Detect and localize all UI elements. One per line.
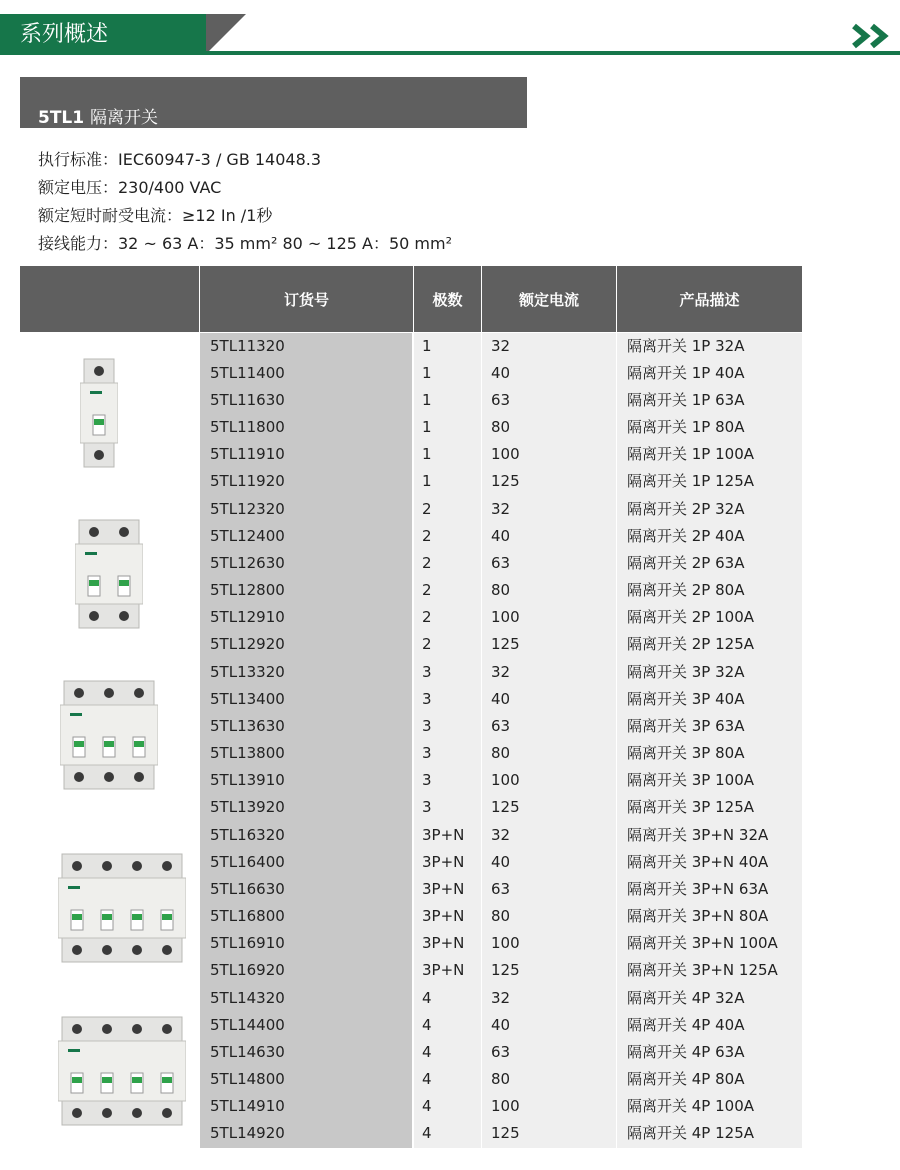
description-cell: 隔离开关 4P 125A xyxy=(627,1124,755,1142)
order-no-cell: 5TL16630 xyxy=(210,880,285,898)
order-no-cell: 5TL11920 xyxy=(210,472,285,490)
description-cell: 隔离开关 3P+N 80A xyxy=(627,907,769,925)
double-chevron-right-icon[interactable] xyxy=(850,22,892,50)
order-no-cell: 5TL11320 xyxy=(210,337,285,355)
section-title-text: 隔离开关 xyxy=(90,108,159,128)
table-row xyxy=(20,523,802,550)
poles-cell: 1 xyxy=(422,472,432,490)
poles-cell: 4 xyxy=(422,1043,432,1061)
table-row xyxy=(20,740,802,767)
order-no-cell: 5TL12910 xyxy=(210,608,285,626)
spec-standard: 执行标准：IEC60947-3 / GB 14048.3 xyxy=(38,150,322,169)
poles-cell: 1 xyxy=(422,391,432,409)
description-cell: 隔离开关 1P 32A xyxy=(627,337,745,355)
order-no-cell: 5TL14320 xyxy=(210,989,285,1007)
order-no-cell: 5TL12400 xyxy=(210,527,285,545)
rated-current-cell: 40 xyxy=(491,527,511,545)
poles-cell: 3P+N xyxy=(422,853,465,871)
poles-cell: 1 xyxy=(422,418,432,436)
order-no-cell: 5TL13800 xyxy=(210,744,285,762)
order-no-cell: 5TL14400 xyxy=(210,1016,285,1034)
order-no-cell: 5TL13320 xyxy=(210,663,285,681)
order-no-cell: 5TL12630 xyxy=(210,554,285,572)
poles-cell: 3P+N xyxy=(422,907,465,925)
description-cell: 隔离开关 3P 40A xyxy=(627,690,745,708)
poles-cell: 3 xyxy=(422,663,432,681)
table-row xyxy=(20,550,802,577)
description-cell: 隔离开关 1P 125A xyxy=(627,472,755,490)
rated-current-cell: 125 xyxy=(491,798,520,816)
poles-cell: 3 xyxy=(422,717,432,735)
description-cell: 隔离开关 3P 100A xyxy=(627,771,755,789)
poles-cell: 3 xyxy=(422,744,432,762)
table-row xyxy=(20,360,802,387)
table-row xyxy=(20,604,802,631)
poles-cell: 3 xyxy=(422,798,432,816)
table-row xyxy=(20,659,802,686)
order-no-cell: 5TL12320 xyxy=(210,500,285,518)
poles-cell: 4 xyxy=(422,1124,432,1142)
table-row xyxy=(20,686,802,713)
order-no-cell: 5TL14800 xyxy=(210,1070,285,1088)
table-row xyxy=(20,849,802,876)
product-table xyxy=(20,266,802,1148)
rated-current-cell: 100 xyxy=(491,771,520,789)
rated-current-cell: 63 xyxy=(491,717,511,735)
product-group xyxy=(20,985,802,1148)
order-no-cell: 5TL16800 xyxy=(210,907,285,925)
order-no-cell: 5TL16320 xyxy=(210,826,285,844)
table-row xyxy=(20,713,802,740)
rated-current-cell: 80 xyxy=(491,1070,511,1088)
poles-cell: 3 xyxy=(422,771,432,789)
poles-cell: 3P+N xyxy=(422,826,465,844)
order-no-cell: 5TL14920 xyxy=(210,1124,285,1142)
order-no-cell: 5TL13630 xyxy=(210,717,285,735)
table-row xyxy=(20,1066,802,1093)
poles-cell: 2 xyxy=(422,608,432,626)
header-tab-corner xyxy=(206,14,246,54)
order-no-cell: 5TL14910 xyxy=(210,1097,285,1115)
rated-current-cell: 100 xyxy=(491,445,520,463)
order-no-cell: 5TL11630 xyxy=(210,391,285,409)
rated-current-cell: 40 xyxy=(491,690,511,708)
rated-current-cell: 125 xyxy=(491,472,520,490)
order-no-cell: 5TL13400 xyxy=(210,690,285,708)
table-row xyxy=(20,985,802,1012)
description-cell: 隔离开关 1P 100A xyxy=(627,445,755,463)
rated-current-cell: 80 xyxy=(491,581,511,599)
order-no-cell: 5TL12800 xyxy=(210,581,285,599)
rated-current-cell: 100 xyxy=(491,934,520,952)
rated-current-cell: 40 xyxy=(491,1016,511,1034)
spec-list xyxy=(38,146,452,258)
poles-cell: 3P+N xyxy=(422,961,465,979)
table-row xyxy=(20,822,802,849)
poles-cell: 3P+N xyxy=(422,880,465,898)
product-group xyxy=(20,659,802,822)
table-row xyxy=(20,1012,802,1039)
poles-cell: 2 xyxy=(422,635,432,653)
description-cell: 隔离开关 4P 80A xyxy=(627,1070,745,1088)
product-group xyxy=(20,333,802,496)
order-no-cell: 5TL11400 xyxy=(210,364,285,382)
rated-current-cell: 32 xyxy=(491,663,511,681)
table-row xyxy=(20,333,802,360)
table-row xyxy=(20,876,802,903)
table-row xyxy=(20,1093,802,1120)
table-row xyxy=(20,577,802,604)
description-cell: 隔离开关 1P 63A xyxy=(627,391,745,409)
poles-cell: 3 xyxy=(422,690,432,708)
rated-current-cell: 32 xyxy=(491,500,511,518)
poles-cell: 1 xyxy=(422,364,432,382)
description-cell: 隔离开关 1P 80A xyxy=(627,418,745,436)
description-cell: 隔离开关 3P+N 63A xyxy=(627,880,769,898)
description-cell: 隔离开关 4P 32A xyxy=(627,989,745,1007)
order-no-cell: 5TL13910 xyxy=(210,771,285,789)
description-cell: 隔离开关 3P 80A xyxy=(627,744,745,762)
header-rule xyxy=(0,51,900,55)
order-no-cell: 5TL11910 xyxy=(210,445,285,463)
rated-current-cell: 63 xyxy=(491,1043,511,1061)
poles-cell: 4 xyxy=(422,1070,432,1088)
table-row xyxy=(20,903,802,930)
order-no-cell: 5TL16400 xyxy=(210,853,285,871)
header-cell-poles: 极数 xyxy=(414,266,481,332)
table-row xyxy=(20,631,802,658)
rated-current-cell: 63 xyxy=(491,391,511,409)
description-cell: 隔离开关 2P 100A xyxy=(627,608,755,626)
description-cell: 隔离开关 3P+N 40A xyxy=(627,853,769,871)
poles-cell: 2 xyxy=(422,554,432,572)
rated-current-cell: 125 xyxy=(491,635,520,653)
rated-current-cell: 32 xyxy=(491,337,511,355)
table-row xyxy=(20,387,802,414)
table-row xyxy=(20,1039,802,1066)
description-cell: 隔离开关 2P 40A xyxy=(627,527,745,545)
description-cell: 隔离开关 1P 40A xyxy=(627,364,745,382)
description-cell: 隔离开关 4P 40A xyxy=(627,1016,745,1034)
order-no-cell: 5TL16920 xyxy=(210,961,285,979)
rated-current-cell: 80 xyxy=(491,418,511,436)
rated-current-cell: 100 xyxy=(491,1097,520,1115)
description-cell: 隔离开关 2P 63A xyxy=(627,554,745,572)
order-no-cell: 5TL12920 xyxy=(210,635,285,653)
table-row xyxy=(20,496,802,523)
page-title: 系列概述 xyxy=(20,22,109,47)
rated-current-cell: 63 xyxy=(491,880,511,898)
header-cell-rated-current: 额定电流 xyxy=(482,266,616,332)
poles-cell: 1 xyxy=(422,445,432,463)
description-cell: 隔离开关 3P+N 32A xyxy=(627,826,769,844)
header-cell-image xyxy=(20,266,199,332)
poles-cell: 4 xyxy=(422,1097,432,1115)
order-no-cell: 5TL16910 xyxy=(210,934,285,952)
rated-current-cell: 63 xyxy=(491,554,511,572)
description-cell: 隔离开关 4P 63A xyxy=(627,1043,745,1061)
description-cell: 隔离开关 2P 32A xyxy=(627,500,745,518)
description-cell: 隔离开关 3P 63A xyxy=(627,717,745,735)
table-row xyxy=(20,414,802,441)
poles-cell: 2 xyxy=(422,527,432,545)
order-no-cell: 5TL11800 xyxy=(210,418,285,436)
rated-current-cell: 40 xyxy=(491,853,511,871)
poles-cell: 3P+N xyxy=(422,934,465,952)
table-row xyxy=(20,794,802,821)
table-row xyxy=(20,767,802,794)
poles-cell: 2 xyxy=(422,581,432,599)
order-no-cell: 5TL13920 xyxy=(210,798,285,816)
order-no-cell: 5TL14630 xyxy=(210,1043,285,1061)
rated-current-cell: 32 xyxy=(491,989,511,1007)
description-cell: 隔离开关 2P 80A xyxy=(627,581,745,599)
table-row xyxy=(20,441,802,468)
description-cell: 隔离开关 3P+N 100A xyxy=(627,934,778,952)
spec-wiring-capacity: 接线能力：32 ~ 63 A：35 mm² 80 ~ 125 A：50 mm² xyxy=(38,234,452,253)
section-title xyxy=(38,103,158,128)
rated-current-cell: 125 xyxy=(491,961,520,979)
poles-cell: 4 xyxy=(422,1016,432,1034)
rated-current-cell: 100 xyxy=(491,608,520,626)
spec-short-time-current: 额定短时耐受电流：≥12 In /1秒 xyxy=(38,206,273,225)
table-row xyxy=(20,930,802,957)
rated-current-cell: 32 xyxy=(491,826,511,844)
poles-cell: 2 xyxy=(422,500,432,518)
product-group xyxy=(20,822,802,985)
table-row xyxy=(20,468,802,495)
section-title-code: 5TL1 xyxy=(38,108,85,128)
rated-current-cell: 40 xyxy=(491,364,511,382)
spec-voltage: 额定电压：230/400 VAC xyxy=(38,178,222,197)
table-row xyxy=(20,1120,802,1147)
description-cell: 隔离开关 3P 32A xyxy=(627,663,745,681)
rated-current-cell: 80 xyxy=(491,907,511,925)
header-cell-description: 产品描述 xyxy=(617,266,802,332)
description-cell: 隔离开关 3P 125A xyxy=(627,798,755,816)
rated-current-cell: 80 xyxy=(491,744,511,762)
description-cell: 隔离开关 2P 125A xyxy=(627,635,755,653)
rated-current-cell: 125 xyxy=(491,1124,520,1142)
description-cell: 隔离开关 3P+N 125A xyxy=(627,961,778,979)
poles-cell: 1 xyxy=(422,337,432,355)
header-cell-order-no: 订货号 xyxy=(200,266,413,332)
poles-cell: 4 xyxy=(422,989,432,1007)
table-row xyxy=(20,957,802,984)
description-cell: 隔离开关 4P 100A xyxy=(627,1097,755,1115)
product-group xyxy=(20,496,802,659)
